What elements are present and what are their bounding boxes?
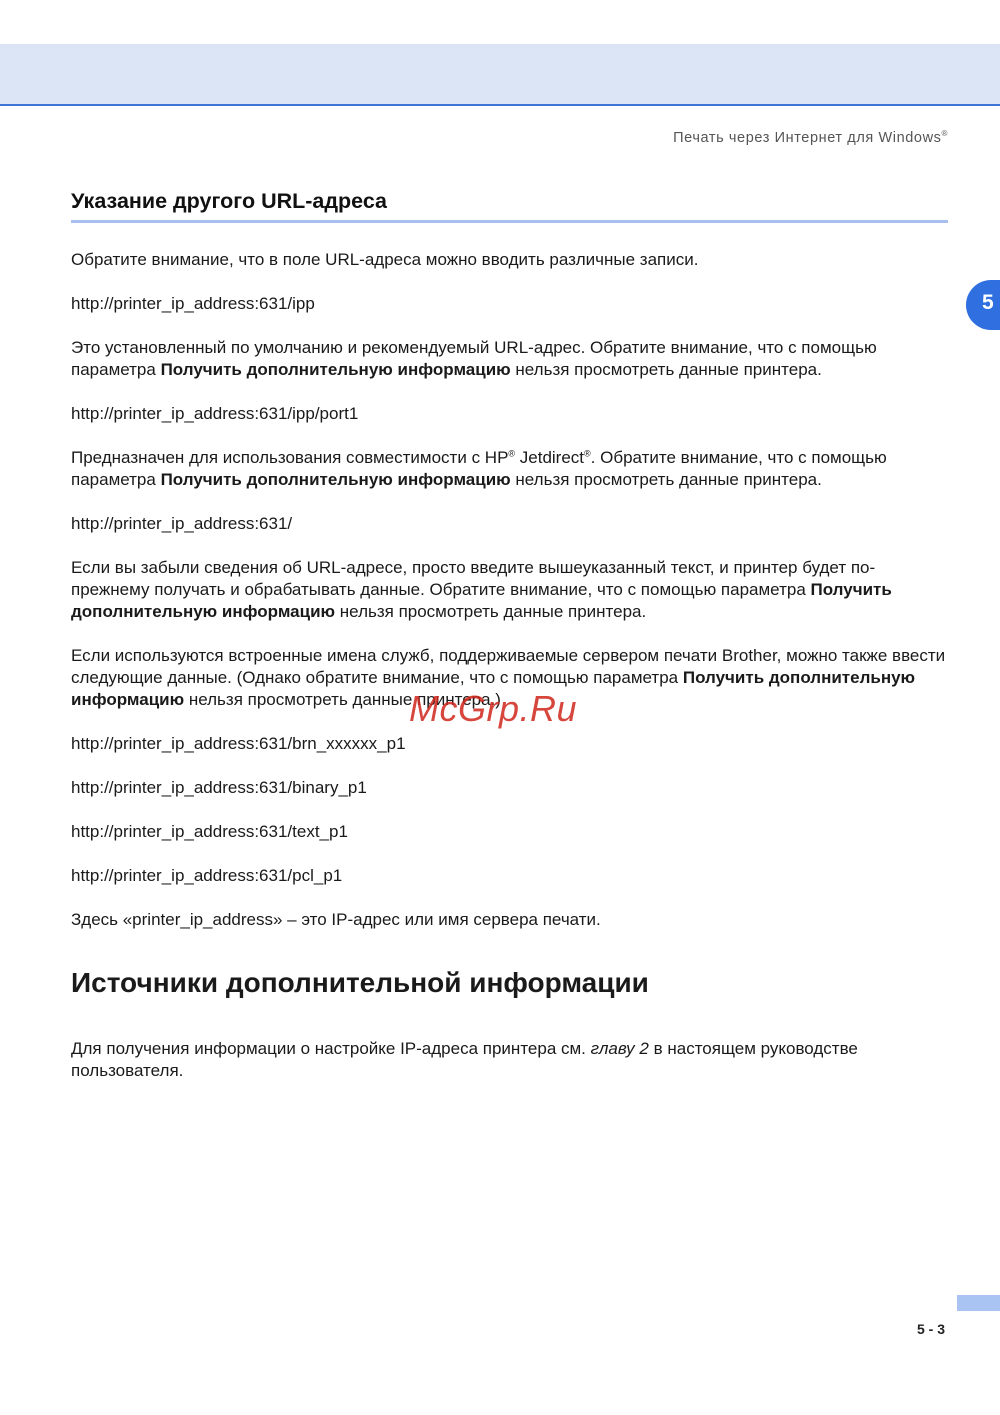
- desc-services-text-2: нельзя просмотреть данные принтера.): [184, 690, 501, 709]
- running-header: [673, 129, 948, 146]
- chapter-tab: [966, 280, 1000, 330]
- desc-services-text-1: Если используются встроенные имена служб, поддерживаемые сервером печати Brother, можно также ввести следующие данные. (Однако обратите внимание, что с помощью параметра: [71, 646, 946, 687]
- desc-root-text-2: нельзя просмотреть данные принтера.: [335, 602, 647, 621]
- footer-bar: [957, 1295, 1000, 1311]
- page-number: 5 - 3: [917, 1321, 946, 1337]
- registered-mark: ®: [941, 129, 948, 138]
- watermark: McGrp.Ru: [409, 688, 578, 729]
- registered-mark: ®: [508, 448, 516, 459]
- more-info-paragraph: [71, 1038, 948, 1082]
- desc-port1-text-3: . Обратите внимание, что с помощью параметра: [71, 448, 887, 489]
- service-url-text: http://printer_ip_address:631/text_p1: [71, 822, 348, 841]
- desc-root-text-1: Если вы забыли сведения об URL-адресе, просто введите вышеуказанный текст, и принтер будет по-прежнему получать и обрабатывать данные. Обратите внимание, что с помощью параметра: [71, 558, 876, 599]
- desc-root-paragraph: [71, 557, 948, 623]
- service-url-binary: http://printer_ip_address:631/binary_p1: [71, 778, 367, 797]
- more-info-text-2: в настоящем руководстве пользователя.: [71, 1039, 858, 1080]
- desc-port1-text-2: Jetdirect: [515, 448, 585, 467]
- more-info-heading: Источники дополнительной информации: [71, 967, 649, 998]
- section-title-rule: [71, 220, 948, 223]
- url-root: http://printer_ip_address:631/: [71, 514, 293, 533]
- more-info-italic: главу 2: [590, 1039, 649, 1058]
- bold-more-info: Получить дополнительную информацию: [160, 360, 511, 379]
- service-url-brn: http://printer_ip_address:631/brn_xxxxxx_p1: [71, 734, 406, 753]
- bold-more-info: Получить дополнительную информацию: [71, 668, 916, 709]
- url-ipp: http://printer_ip_address:631/ipp: [71, 294, 315, 313]
- desc-ipp-text-1: Это установленный по умолчанию и рекомендуемый URL-адрес. Обратите внимание, что с помощью параметра: [71, 338, 877, 379]
- top-header-band: [0, 44, 1000, 106]
- bold-more-info: Получить дополнительную информацию: [160, 470, 511, 489]
- where-note: Здесь «printer_ip_address» – это IP-адрес или имя сервера печати.: [71, 910, 601, 929]
- chapter-tab-number: 5: [982, 291, 994, 314]
- url-port1: http://printer_ip_address:631/ipp/port1: [71, 404, 359, 423]
- registered-mark: ®: [584, 448, 591, 459]
- bold-more-info: Получить дополнительную информацию: [71, 580, 892, 621]
- running-header-text: Печать через Интернет для Windows: [673, 129, 942, 146]
- intro-paragraph: Обратите внимание, что в поле URL-адреса можно вводить различные записи.: [71, 250, 699, 269]
- desc-ipp-paragraph: [71, 337, 948, 381]
- desc-port1-text-1: Предназначен для использования совместимости с HP: [71, 448, 509, 467]
- desc-ipp-text-2: нельзя просмотреть данные принтера.: [510, 360, 822, 379]
- page-content: [71, 249, 948, 1104]
- section-title: Указание другого URL-адреса: [71, 189, 388, 213]
- more-info-text-1: Для получения информации о настройке IP-адреса принтера см.: [71, 1039, 591, 1058]
- desc-port1-paragraph: [71, 447, 948, 491]
- service-url-pcl: http://printer_ip_address:631/pcl_p1: [71, 866, 343, 885]
- desc-port1-text-4: нельзя просмотреть данные принтера.: [510, 470, 822, 489]
